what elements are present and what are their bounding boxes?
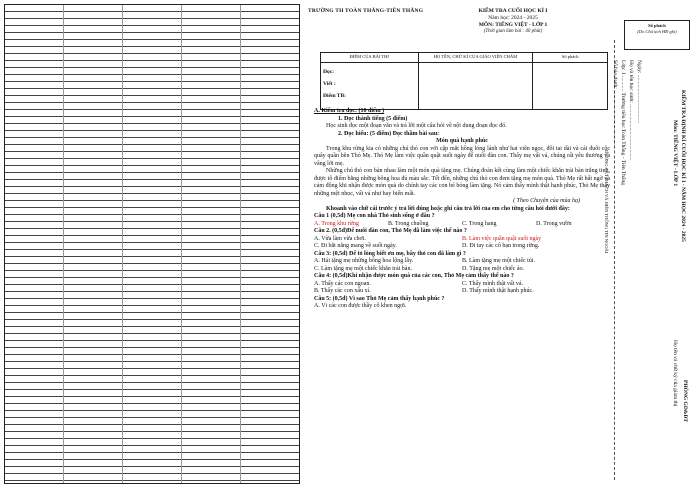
q1-option-a-text: A. Trong khu rừng bbox=[314, 220, 359, 227]
q4-option-a[interactable]: A. Thấy các con ngoan. bbox=[314, 280, 371, 287]
instruction: Khoanh vào chữ cái trước ý trả lời đúng hoặc ghi câu trả lời của em cho từng câu hỏi dưới đây: bbox=[326, 205, 570, 212]
side-line-2: Họ và tên học sinh: ......................................... bbox=[628, 60, 634, 161]
exam-header bbox=[438, 8, 588, 36]
question-4-options bbox=[314, 281, 610, 296]
q2-option-a[interactable]: A. Vừa làm vừa chơi. bbox=[314, 235, 366, 242]
item2-title: 2. Đọc hiểu: (5 điểm) Đọc thầm bài sau: bbox=[338, 130, 440, 137]
score-table bbox=[320, 52, 608, 110]
story-paragraph-1: Trong khu rừng kia có những chú thỏ con với cặp mắt hồng lóng lánh như hai viên ngọc, đôi tai dài và cái đuôi cộc quây quần bên Thỏ Mẹ. Thỏ Mẹ làm việc quần quật suốt ngày để nuôi đàn con. Thấy mẹ vất vả, chúng rất yêu thương và vâng lời mẹ. bbox=[314, 145, 610, 167]
side-title-2: Môn: TIẾNG VIỆT - LỚP 1 bbox=[672, 120, 678, 187]
code-box-note: (Do Chủ tịch HĐ ghi) bbox=[637, 28, 677, 34]
code-box-title: Số phách bbox=[648, 23, 666, 28]
teacher-cell[interactable] bbox=[418, 63, 533, 110]
story-source: ( Theo Chuyện của mùa hạ) bbox=[513, 198, 580, 204]
section-a-title bbox=[314, 108, 610, 116]
q1-option-b[interactable]: B. Trong chuồng bbox=[388, 220, 429, 227]
q2-option-c[interactable]: C. Đi bắt nắng mang về suốt ngày. bbox=[314, 243, 397, 249]
school-name: TRƯỜNG TH TOÀN THẮNG-TIÊN THẮNG bbox=[308, 8, 424, 14]
exam-title: KIỂM TRA CUỐI HỌC KÌ I bbox=[478, 8, 548, 14]
q1-option-a[interactable] bbox=[314, 221, 388, 229]
question-2: Câu 2. (0,5đ)Để nuôi đàn con, Thỏ Mẹ đã làm việc thế nào ? bbox=[314, 228, 467, 234]
question-3: Câu 3: (0,5đ) Để tỏ lòng biết ơn mẹ, bầy thỏ con đã làm gì ? bbox=[314, 250, 466, 257]
section-a-title-text: A. Kiểm tra đọc: (10 điểm ) bbox=[314, 108, 385, 114]
question-5: Câu 5: (0,5đ) Vì sao Thỏ Mẹ cảm thấy hạnh phúc ? bbox=[314, 295, 445, 302]
score-read-label: Đọc: bbox=[323, 69, 334, 75]
question-1: Câu 1 (0,5đ) Mẹ con nhà Thỏ sinh sống ở đâu ? bbox=[314, 213, 435, 219]
code-cell[interactable] bbox=[533, 63, 608, 110]
handwriting-grid bbox=[4, 4, 300, 484]
q2-option-d[interactable]: D. Đi tay các cô bạn trong rừng. bbox=[462, 243, 540, 249]
side-line-3: Lớp: 1 ........... Trường tiểu học Toàn Thắng - Tiên Thắng bbox=[620, 60, 626, 185]
teacher-col-header: HỌ TÊN, CHỮ KÍ CỦA GIÁO VIÊN CHẤM bbox=[418, 53, 533, 63]
item1-title: 1. Đọc thành tiếng (5 điểm) bbox=[338, 115, 408, 122]
question-1-options bbox=[314, 221, 610, 229]
side-title-1: KIỂM TRA ĐỊNH KÌ CUỐI HỌC KÌ I - NĂM HỌC 2024 - 2025 bbox=[680, 90, 686, 242]
exam-subject: MÔN: TIẾNG VIỆT - LỚP 1 bbox=[478, 22, 548, 29]
side-pgd: PHÒNG GD&ĐT bbox=[682, 380, 688, 423]
q1-option-c[interactable]: C. Trong hang bbox=[462, 220, 497, 227]
q4-option-c[interactable]: C. Thấy mình thật vất vả. bbox=[462, 280, 524, 287]
q3-option-d[interactable]: D. Tặng mẹ một chiếc áo. bbox=[462, 265, 525, 272]
exam-time: (Thời gian làm bài : 40 phút) bbox=[483, 29, 543, 35]
score-avg-label: Điểm TB: bbox=[323, 92, 346, 99]
side-sign: Họ tên và chữ ký của giám thị bbox=[672, 340, 678, 407]
q4-option-d[interactable]: D. Thấy mình thật hạnh phúc. bbox=[462, 288, 534, 294]
q3-option-b[interactable]: B. Làm tặng mẹ một chiếc túi. bbox=[462, 258, 535, 264]
side-line-1: Ngày: ................................... bbox=[636, 60, 642, 123]
exam-page bbox=[308, 8, 610, 488]
question-4: Câu 4: (0,5đ)Khi nhận được món quà của các con, Thỏ Mẹ cảm thấy thế nào ? bbox=[314, 273, 514, 279]
story-paragraph-2: Những chú thỏ con bàn nhau làm một món quà tặng mẹ. Chúng đoàn kết cùng làm một chiếc khăn trải bàn trắng tinh, được tô điểm bằng những bông hoa đủ màu sắc. Tết đến, những chú thỏ con đem tặng mẹ món quà. Thỏ Mẹ rất bất ngờ và cảm động khi nhận được món quà do chính tay các con bé bỏng làm tặng. Nó cảm thấy mình thật hạnh phúc, Thỏ Mẹ thấy những mệt nhọc, vất vả như bay biến mất. bbox=[314, 168, 610, 197]
school-year: Năm học: 2024 - 2025 bbox=[488, 15, 538, 22]
cut-line-label: ĐƯỜNG CẮT PHÁCH VÀ ĐIỀN THÔNG TIN NGOÀI bbox=[604, 150, 609, 254]
score-write-label: Viết : bbox=[323, 80, 336, 87]
q3-option-c[interactable]: C. Làm tặng mẹ một chiếc khăn trải bàn. bbox=[314, 265, 412, 272]
q2-option-b-text: B. Làm việc quần quật suốt ngày bbox=[462, 235, 542, 242]
score-col-header: ĐIỂM CỦA BÀI THI bbox=[321, 53, 419, 63]
q4-option-b[interactable]: B. Thấy các con xấu xí. bbox=[314, 288, 371, 294]
score-cell[interactable] bbox=[321, 63, 419, 110]
code-box[interactable] bbox=[624, 20, 690, 50]
side-line-4: Số báo danh: .......................................... bbox=[612, 60, 618, 148]
question-3-options bbox=[314, 258, 610, 273]
section-a bbox=[314, 108, 610, 311]
item1-text: Học sinh đọc một đoạn văn và trả lời một câu hỏi về nội dung đoạn đọc đó. bbox=[326, 123, 507, 129]
q5-option-a[interactable]: A. Vì các con được thầy cô khen ngợi. bbox=[314, 303, 407, 309]
story-title: Món quà hạnh phúc bbox=[436, 138, 488, 144]
code-col-header: Số phách bbox=[533, 53, 608, 63]
q2-option-b[interactable] bbox=[462, 236, 610, 244]
q1-option-d[interactable]: D. Trong vườn bbox=[536, 220, 572, 227]
q3-option-a[interactable]: A. Hái tặng mẹ những bông hoa lộng lẫy. bbox=[314, 258, 414, 264]
question-2-options bbox=[314, 236, 610, 251]
